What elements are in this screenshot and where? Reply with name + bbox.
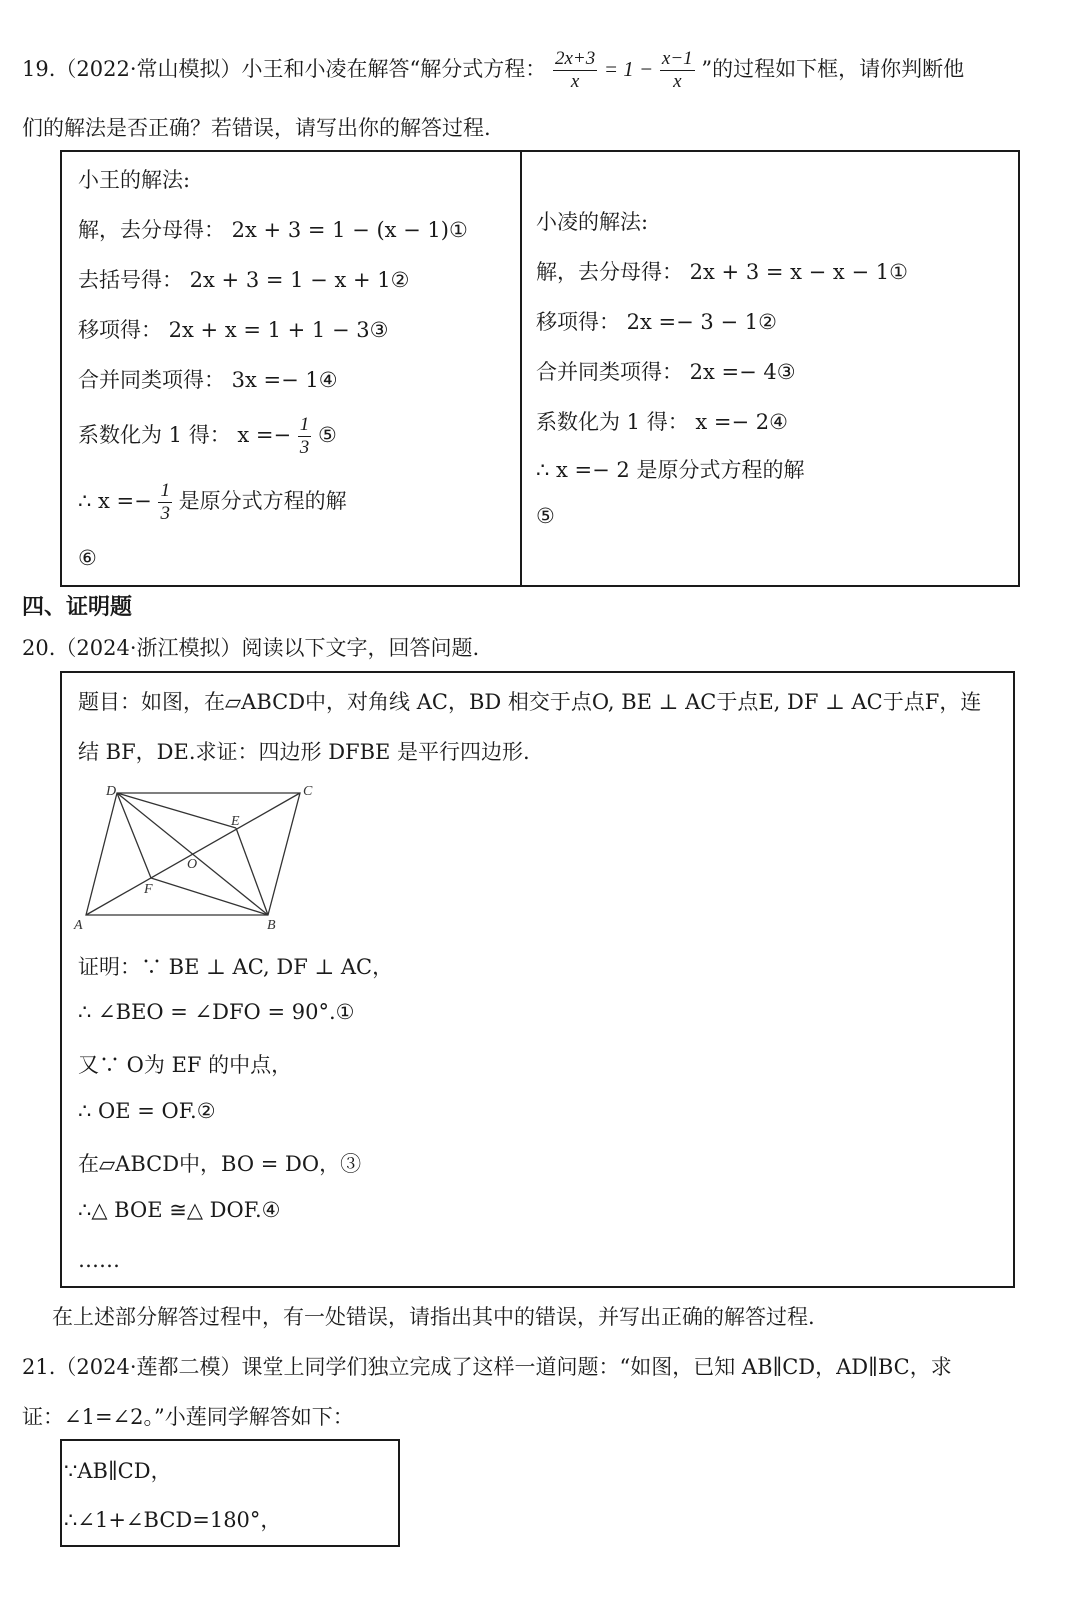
ling-title: 小凌的解法: [536, 210, 649, 234]
ling-step1: 解，去分母得： 2x + 3 = x − x − 1① [536, 260, 908, 284]
q19-intro-text-a: 19.（2022·常山模拟）小王和小凌在解答“解分式方程： [22, 57, 547, 81]
wang-step1: 解，去分母得： 2x + 3 = 1 − (x − 1)① [78, 218, 468, 242]
proof-line-ellipsis: …… [78, 1248, 120, 1272]
proof-line-3: 又∵ O为 EF 的中点， [78, 1053, 293, 1077]
q19-intro-line2: 们的解法是否正确？若错误，请写出你的解答过程. [22, 116, 491, 140]
section-heading: 四、证明题 [22, 595, 133, 620]
wang-title: 小王的解法: [78, 168, 191, 192]
q21-box-line1: ∵AB∥CD， [64, 1459, 172, 1483]
fraction-numerator: 1 [160, 480, 170, 501]
q21-intro-line1: 21.（2024·莲都二模）课堂上同学们独立完成了这样一道问题：“如图，已知 AB∥CD，AD∥BC，求 [22, 1355, 952, 1379]
q20-intro: 20.（2024·浙江模拟）阅读以下文字，回答问题. [22, 636, 480, 660]
q19-equation-middle: = 1 − [603, 57, 654, 81]
box-divider [520, 152, 522, 585]
q20-followup: 在上述部分解答过程中，有一处错误，请指出其中的错误，并写出正确的解答过程. [52, 1305, 815, 1329]
wang-conclusion-fraction [158, 480, 172, 525]
ling-step2: 移项得： 2x =− 3 − 1② [536, 310, 777, 334]
q19-fraction-left [553, 48, 597, 93]
q19-intro-text-b: ”的过程如下框，请你判断他 [701, 57, 965, 81]
ling-mark5: ⑤ [536, 504, 555, 528]
wang-step2: 去括号得： 2x + 3 = 1 − x + 1② [78, 268, 410, 292]
wang-step5-text: 系数化为 1 得： x =− [78, 423, 292, 447]
ling-conclusion: ∴ x =− 2 是原分式方程的解 [536, 458, 805, 482]
wang-step5-fraction [298, 414, 312, 459]
segment-df [117, 793, 151, 878]
fraction-denominator: 3 [160, 503, 170, 524]
wang-mark6: ⑥ [78, 546, 97, 570]
fraction-denominator: x [673, 71, 682, 92]
q19-intro-line1 [22, 48, 964, 93]
label-f: F [144, 882, 153, 897]
ling-step4: 系数化为 1 得： x =− 2④ [536, 410, 788, 434]
wang-conclusion-text-a: ∴ x =− [78, 489, 152, 513]
proof-line-5: 在▱ABCD中，BO = DO，③ [78, 1152, 362, 1176]
ling-step3: 合并同类项得： 2x =− 4③ [536, 360, 796, 384]
label-o: O [187, 857, 198, 872]
parallelogram-figure [70, 775, 330, 935]
label-a: A [74, 918, 83, 933]
fraction-numerator: 1 [299, 414, 310, 435]
proof-line-1: 证明：∵ BE ⊥ AC, DF ⊥ AC， [78, 955, 394, 979]
proof-line-2: ∴ ∠BEO = ∠DFO = 90°.① [78, 1000, 355, 1024]
proof-line-4: ∴ OE = OF.② [78, 1099, 216, 1123]
wang-conclusion-text-b: 是原分式方程的解 [178, 489, 347, 513]
wang-step4: 合并同类项得： 3x =− 1④ [78, 368, 338, 392]
proof-line-6: ∴△ BOE ≅△ DOF.④ [78, 1198, 281, 1222]
label-e: E [231, 814, 240, 829]
segment-de [117, 793, 236, 828]
q21-intro-line2: 证：∠1=∠2。”小莲同学解答如下： [22, 1405, 354, 1429]
fraction-numerator: x−1 [661, 48, 693, 69]
label-b: B [267, 918, 276, 933]
fraction-denominator: 3 [299, 437, 310, 458]
fraction-denominator: x [570, 71, 580, 92]
label-d: D [106, 784, 117, 799]
label-c: C [303, 784, 313, 799]
q20-problem-line1: 题目：如图，在▱ABCD中，对角线 AC，BD 相交于点O, BE ⊥ AC于点E, DF ⊥ AC于点F，连 [78, 690, 982, 714]
segment-bf [151, 878, 268, 915]
wang-conclusion [78, 480, 347, 525]
q19-fraction-right [660, 48, 695, 93]
q20-problem-line2: 结 BF，DE.求证：四边形 DFBE 是平行四边形. [78, 740, 530, 764]
q21-box-line2: ∴∠1+∠BCD=180°， [64, 1508, 282, 1532]
fraction-numerator: 2x+3 [554, 48, 596, 69]
wang-step3: 移项得： 2x + x = 1 + 1 − 3③ [78, 318, 389, 342]
wang-step5-mark: ⑤ [317, 423, 337, 447]
wang-step5 [78, 414, 337, 459]
